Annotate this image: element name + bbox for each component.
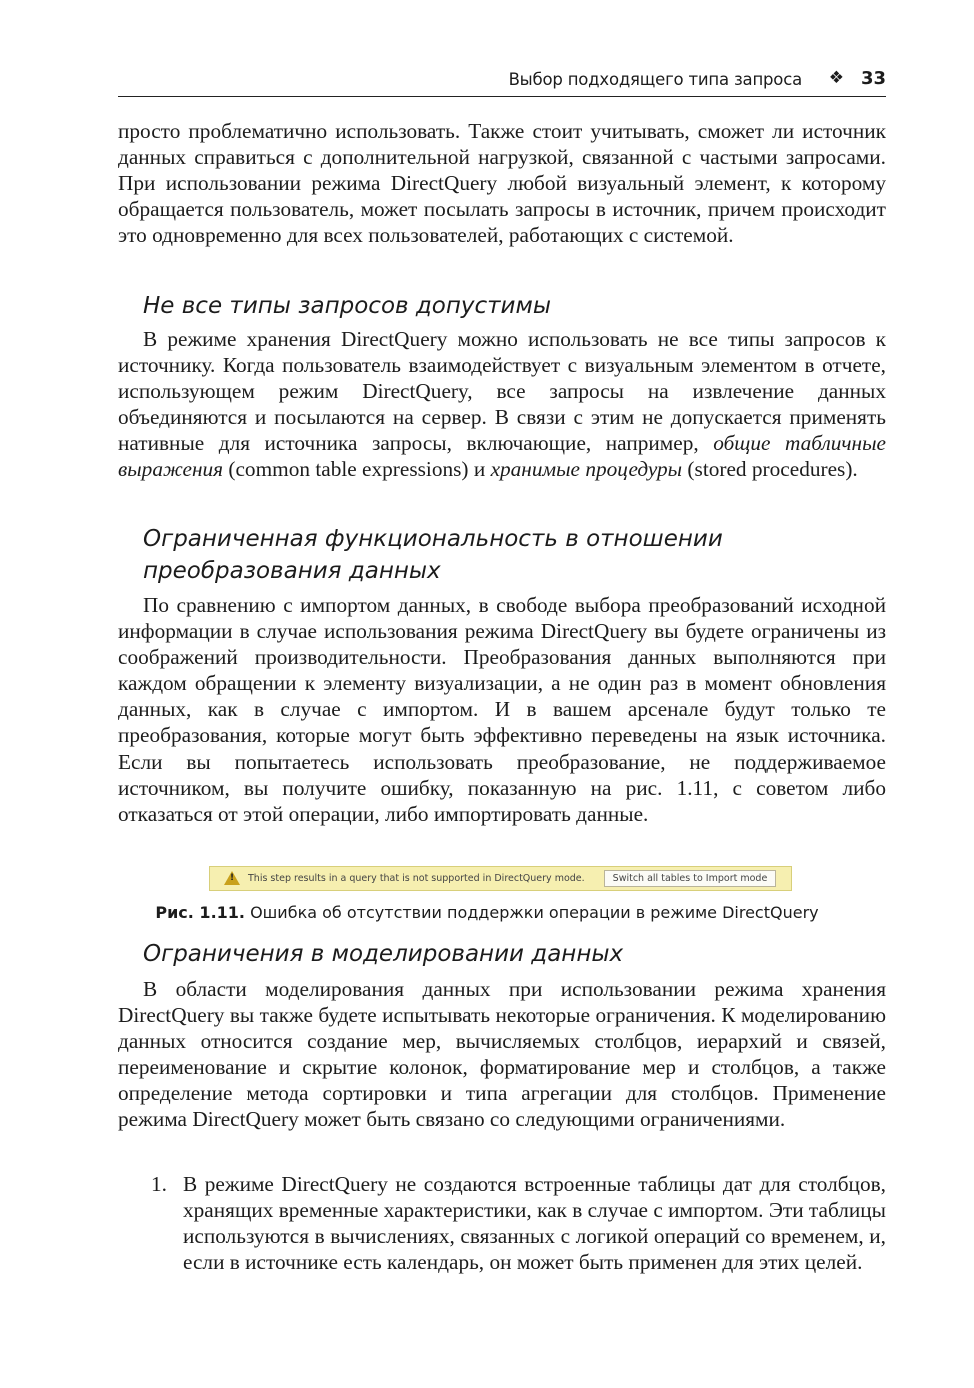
- heading-line: Ограниченная функциональность в отношении: [143, 526, 723, 552]
- paragraph-modeling: В области моделирования данных при использовании режима хранения DirectQuery вы также будете испытывать некоторые ограничения. К моделированию данных относится создание мер, вычисляемых столбцов, иерархий и связей, переименование и скрытие колонок, форматирование мер и столбцов, а также определение метода сортировки и типа агрегации для столбцов. Применение режима DirectQuery может быть связано со следующими ограничениями.: [118, 977, 886, 1132]
- text-segment: (stored procedures).: [682, 457, 858, 482]
- paragraph-query-types: [118, 326, 886, 483]
- list-item-text: В режиме DirectQuery не создаются встроенные таблицы дат для столбцов, хранящих временные характеристики, как в случае с импортом. Эти таблицы используются в вычислениях, связанных с логикой операций со временем, и, если в источнике есть календарь, он может быть применен для этих целей.: [183, 1172, 886, 1275]
- section-heading-transformations: [143, 523, 883, 587]
- warning-triangle-icon: [224, 871, 240, 885]
- list-number: 1.: [151, 1172, 167, 1196]
- term-cte: общие табличные выражения: [118, 431, 886, 482]
- paragraph-intro: просто проблематично использовать. Также стоит учитывать, сможет ли источник данных справиться с дополнительной нагрузкой, связанной с частыми запросами. При использовании режима DirectQuery любой визуальный элемент, к которому обращается пользователь, может посылать запросы в источник, причем происходит это одновременно для всех пользователей, работающих с системой.: [118, 119, 886, 248]
- switch-to-import-button[interactable]: Switch all tables to Import mode: [604, 870, 776, 887]
- ornament-icon: ❖: [828, 68, 844, 88]
- term-stored-procedures: хранимые процедуры: [490, 457, 683, 482]
- text-segment: В режиме хранения DirectQuery можно использовать не все типы запросов к источнику. Когда пользователь взаимодействует с визуальным элементом в отчете, использующем режим DirectQuery, все запросы на извлечение данных объединяются и посылаются на сервер. В связи с этим не допускается применять нативные для источника запросы, включающие, например,: [118, 327, 886, 456]
- warning-message: This step results in a query that is not supported in DirectQuery mode.: [248, 873, 585, 884]
- directquery-warning-bar: [209, 866, 792, 891]
- paragraph-transformations: По сравнению с импортом данных, в свободе выбора преобразований исходной информации в случае использования режима DirectQuery вы будете ограничены из соображений производительности. Преобразования данных выполняются при каждом обращении к элементу визуализации, а не один раз в момент обновления данных, как в случае с импортом. И в вашем арсенале будут только те преобразования, которые могут быть эффективно переведены на язык источника. Если вы попытаетесь использовать преобразование, не поддерживаемое источником, вы получите ошибку, показанную на рис. 1.11, с советом либо отказаться от этой операции, либо импортировать данные.: [118, 593, 886, 826]
- caption-label: Рис. 1.11.: [155, 903, 245, 922]
- caption-text: Ошибка об отсутствии поддержки операции в режиме DirectQuery: [244, 903, 819, 922]
- page-number: 33: [860, 68, 886, 89]
- figure-caption: [0, 902, 974, 924]
- heading-line: преобразования данных: [143, 558, 441, 584]
- running-header-title: Выбор подходящего типа запроса: [508, 70, 802, 89]
- running-header: [118, 66, 886, 97]
- section-heading-modeling: Ограничения в моделировании данных: [143, 941, 624, 967]
- section-heading-query-types: Не все типы запросов допустимы: [143, 293, 552, 319]
- text-segment: (common table expressions) и: [223, 457, 491, 482]
